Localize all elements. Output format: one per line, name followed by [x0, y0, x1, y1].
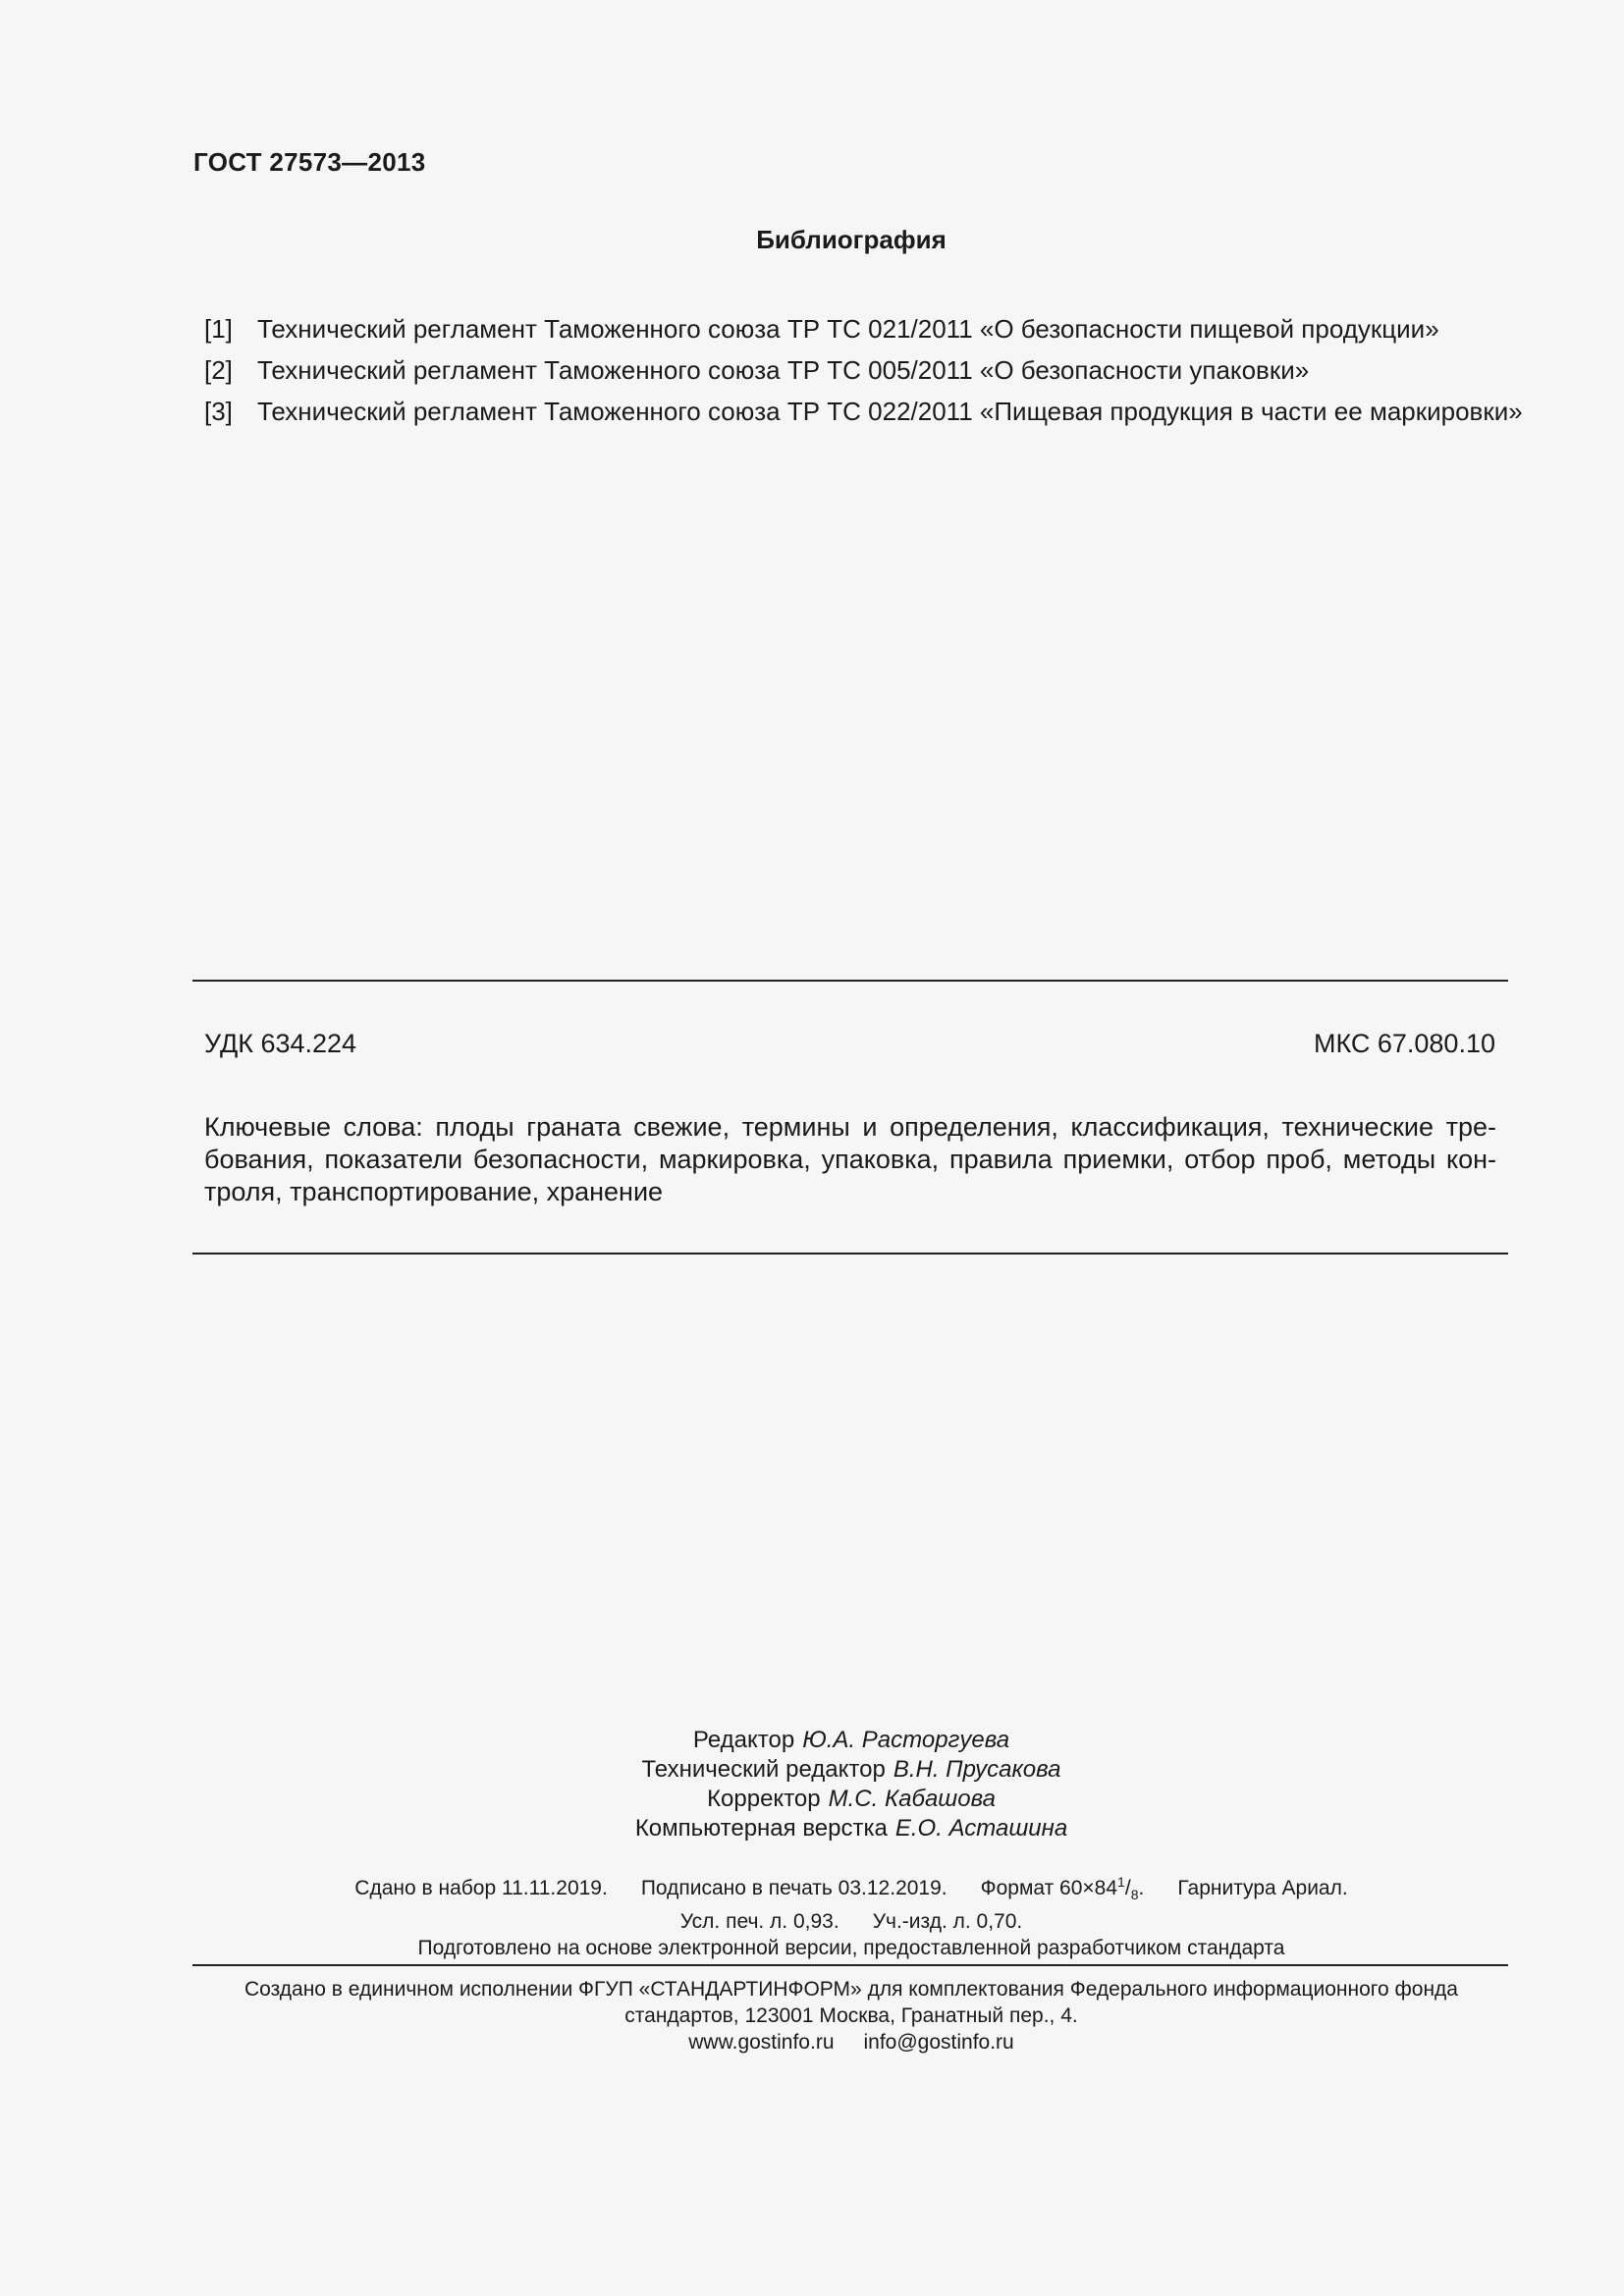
keywords-line: Ключевые слова: плоды граната свежие, термины и определения, классификация, технические тре- — [204, 1112, 1496, 1142]
bibliography-item-text: Технический регламент Таможенного союза ТР ТС 022/2011 «Пищевая продукция в части ее маркировки» — [257, 397, 1523, 426]
document-code: ГОСТ 27573—2013 — [193, 147, 426, 177]
udk-code: УДК 634.224 — [204, 1029, 357, 1058]
bibliography-title: Библиография — [756, 225, 947, 254]
imprint-line-2 — [0, 1908, 1624, 1935]
footer-contacts — [0, 2029, 1624, 2056]
bibliography-item — [204, 314, 1439, 345]
credit-name: М.С. Кабашова — [828, 1786, 996, 1812]
section-divider-bottom — [192, 1253, 1508, 1255]
bibliography-item-number: [3] — [204, 397, 233, 426]
footer-website: www.gostinfo.ru — [688, 2031, 835, 2054]
footer-block — [0, 1976, 1624, 2056]
bibliography-item — [204, 355, 1309, 386]
footer-line-2: стандартов, 123001 Москва, Гранатный пер., 4. — [624, 2004, 1078, 2027]
credit-proofreader — [0, 1785, 1624, 1814]
credit-tech-editor — [0, 1755, 1624, 1785]
credit-role: Редактор — [692, 1727, 795, 1753]
credit-role: Корректор — [707, 1786, 821, 1812]
imprint-prepared: Подготовлено на основе электронной версии, предоставленной разработчиком стандарта — [417, 1937, 1285, 1960]
keywords-line: бования, показатели безопасности, маркировка, упаковка, правила приемки, отбор проб, методы кон- — [204, 1145, 1496, 1174]
section-divider-top — [192, 980, 1508, 982]
footer-email: info@gostinfo.ru — [863, 2031, 1014, 2054]
imprint-sent: Сдано в набор 11.11.2019. — [354, 1877, 608, 1899]
bibliography-item-number: [2] — [204, 355, 233, 385]
imprint-typeface: Гарнитура Ариал. — [1177, 1877, 1348, 1899]
imprint-format: Формат $60\times 84^1/_8$. — [980, 1874, 1145, 1903]
imprint-line-1 — [0, 1869, 1624, 1908]
imprint-print-sheets: Усл. печ. л. 0,93. — [679, 1910, 839, 1934]
credit-layout — [0, 1814, 1624, 1843]
bibliography-item-number: [1] — [204, 314, 233, 344]
bibliography-item — [204, 397, 1523, 427]
footer-divider — [192, 1964, 1508, 1966]
credit-role: Компьютерная верстка — [634, 1815, 888, 1842]
credit-name: Е.О. Асташина — [894, 1815, 1068, 1842]
bibliography-item-text: Технический регламент Таможенного союза ТР ТС 021/2011 «О безопасности пищевой продукции» — [257, 314, 1439, 344]
credits-block — [0, 1726, 1624, 1843]
keywords-line: троля, транспортирование, хранение — [204, 1177, 664, 1206]
mks-code: МКС 67.080.10 — [1313, 1029, 1495, 1058]
credit-role: Технический редактор — [641, 1756, 886, 1783]
credit-name: Ю.А. Расторгуева — [802, 1727, 1010, 1753]
keywords-block — [204, 1111, 1496, 1208]
credit-editor — [0, 1726, 1624, 1755]
bibliography-item-text: Технический регламент Таможенного союза ТР ТС 005/2011 «О безопасности упаковки» — [257, 355, 1310, 385]
imprint-publ-sheets: Уч.-изд. л. 0,70. — [872, 1910, 1023, 1934]
imprint-signed: Подписано в печать 03.12.2019. — [640, 1877, 947, 1899]
credit-name: В.Н. Прусакова — [893, 1756, 1061, 1783]
imprint-block — [0, 1869, 1624, 1961]
footer-line-1: Создано в единичном исполнении ФГУП «СТАНДАРТИНФОРМ» для комплектования Федерального информационного фонда — [244, 1978, 1458, 2001]
